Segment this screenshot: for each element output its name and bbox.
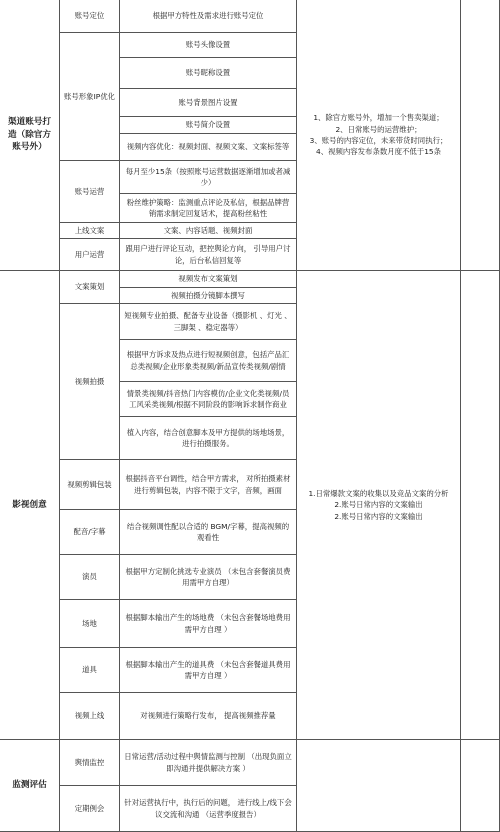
summary-monitor xyxy=(297,740,461,832)
trailing-monitor xyxy=(461,740,500,832)
content-sentiment: 日常运营/活动过程中舆情监测与控制 （出现负面立即沟通并提供解决方案 ） xyxy=(120,740,297,786)
content-actor: 根据甲方定制化挑选专业演员 （未包含套餐演员费用需甲方自理） xyxy=(120,555,297,600)
label-user-ops: 用户运营 xyxy=(60,239,120,271)
content-release: 对视频进行策略行发布， 提高视频推荐量 xyxy=(120,693,297,740)
label-dubbing: 配音/字幕 xyxy=(60,510,120,555)
content-intro: 账号简介设置 xyxy=(120,117,297,134)
label-shooting: 视频拍摄 xyxy=(60,304,120,460)
content-nickname: 账号昵称设置 xyxy=(120,58,297,89)
label-venue: 场地 xyxy=(60,600,120,648)
label-sentiment: 舆情监控 xyxy=(60,740,120,786)
summary-video: 1.日常爆款文案的收集以及竞品文案的分析 2.账号日常内容的文案输出 2.账号日常内容的文案输出 xyxy=(297,271,461,740)
content-dubbing: 结合视频调性配以合适的 BGM/字幕，提高视频的观看性 xyxy=(120,510,297,555)
content-video-optimization: 视频内容优化：视频封面、视频文案、文案标签等 xyxy=(120,134,297,161)
trailing-video xyxy=(461,271,500,740)
content-positioning: 根据甲方特性及需求进行账号定位 xyxy=(120,0,297,33)
content-shoot-types: 情景类视频/抖音热门内容模仿/企业文化类视频/员工风采类视频/根据不同阶段的影响诉求制作商业 xyxy=(120,382,297,417)
content-copy-plan-2: 视频拍摄分镜脚本撰写 xyxy=(120,288,297,304)
content-props: 根据脚本输出产生的道具费 （未包含套餐道具费用需甲方自理 ） xyxy=(120,648,297,693)
label-account-ops: 账号运营 xyxy=(60,161,120,223)
summary-channel: 1、除官方账号外，增加一个售卖渠道； 2、日常账号的运营维护； 3、账号的内容定位，未来带货时同执行； 4、视频内容发布条数月度不低于15条 xyxy=(297,0,461,271)
label-ip-optimization: 账号形象IP优化 xyxy=(60,33,120,161)
content-user-ops: 跟用户进行评论互动，把控舆论方向， 引导用户讨论，后台私信回复等 xyxy=(120,239,297,271)
label-editing: 视频剪辑包装 xyxy=(60,460,120,510)
content-frequency: 每月至少15条（按照账号运营数据逐渐增加或者减少） xyxy=(120,161,297,194)
content-shoot-topics: 根据甲方诉求及热点进行短视频创意，包括产品汇总类视频/企业形象类视频/新品宣传类视频/剧情 xyxy=(120,340,297,382)
label-positioning: 账号定位 xyxy=(60,0,120,33)
content-shoot-placement: 植入内容，结合创意脚本及甲方提供的场地场景，进行拍摄服务。 xyxy=(120,417,297,460)
content-copy-upload: 文案、内容话题、视频封面 xyxy=(120,223,297,239)
content-venue: 根据脚本输出产生的场地费 （未包含套餐场地费用需甲方自理 ） xyxy=(120,600,297,648)
content-avatar: 账号头像设置 xyxy=(120,33,297,58)
trailing-channel xyxy=(461,0,500,271)
section-monitor: 监测评估 xyxy=(0,740,60,832)
label-meeting: 定期例会 xyxy=(60,786,120,832)
content-fan-maintenance: 粉丝维护策略：监测重点评论及私信，根据品牌营销需求制定回复话术，提高粉丝粘性 xyxy=(120,194,297,223)
label-actor: 演员 xyxy=(60,555,120,600)
content-shoot-equipment: 短视频专业拍摄、配备专业设备（摄影机 、灯光 、三脚架 、稳定器等） xyxy=(120,304,297,340)
label-copy-upload: 上线文案 xyxy=(60,223,120,239)
section-video: 影视创意 xyxy=(0,271,60,740)
label-copy-plan: 文案策划 xyxy=(60,271,120,304)
content-meeting: 针对运营执行中，执行后的问题， 进行线上/线下会议交流和沟通 （运营季度报告） xyxy=(120,786,297,832)
content-background: 账号背景图片设置 xyxy=(120,89,297,117)
content-editing: 根据抖音平台调性，结合甲方需求， 对所拍摄素材进行剪辑包装，内容不限于文字，音频，画面 xyxy=(120,460,297,510)
content-copy-plan-1: 视频发布文案策划 xyxy=(120,271,297,288)
label-release: 视频上线 xyxy=(60,693,120,740)
label-props: 道具 xyxy=(60,648,120,693)
section-channel: 渠道账号打造（除官方账号外） xyxy=(0,0,60,271)
